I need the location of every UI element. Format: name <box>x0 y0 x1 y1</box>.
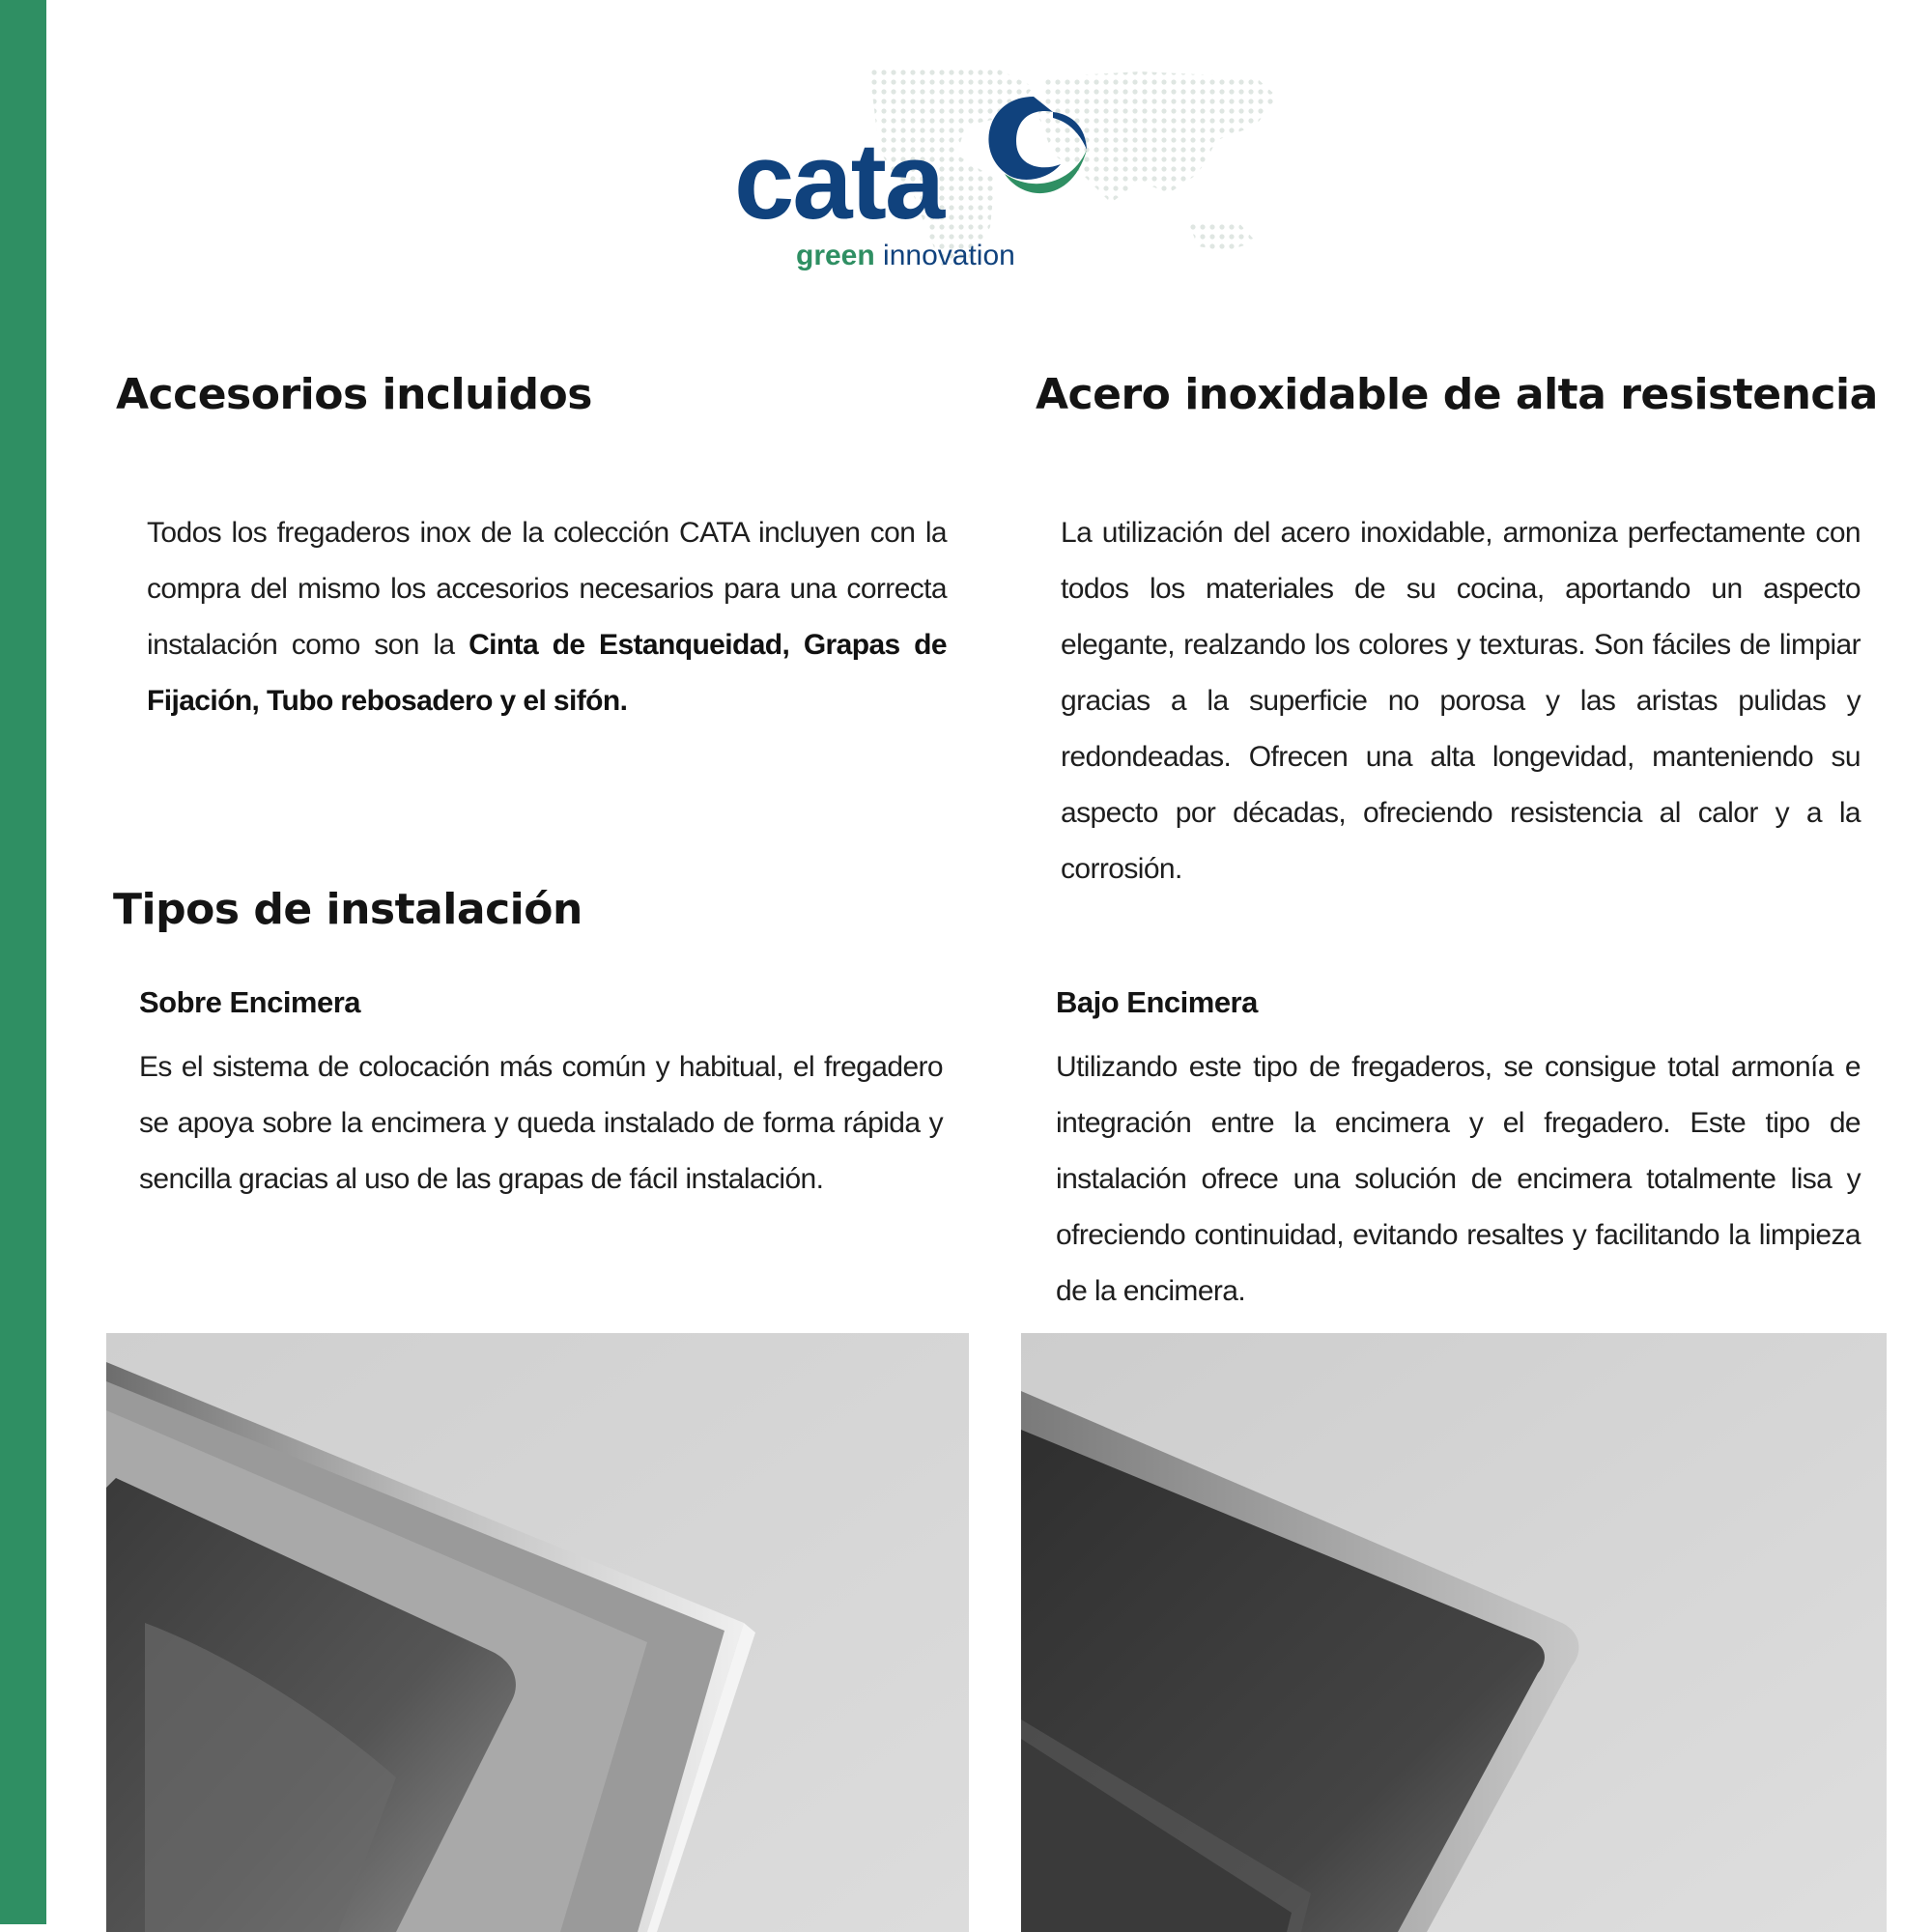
sink-under-counter-photo <box>1021 1333 1887 1932</box>
sink-under-counter-icon <box>1021 1333 1887 1932</box>
acero-heading: Acero inoxidable de alta resistencia <box>1036 370 1878 419</box>
accesorios-heading: Accesorios incluidos <box>116 370 592 419</box>
logo-tagline-bold: green <box>796 240 875 271</box>
green-side-bar <box>0 0 46 1924</box>
bajo-encimera-title: Bajo Encimera <box>1056 985 1258 1019</box>
cata-logo <box>715 58 1294 280</box>
accesorios-text-bold: Cinta de Estanqueidad, Grapas de Fijación, Tubo rebosadero y el sifón. <box>147 629 947 717</box>
accesorios-text-main: Todos los fregaderos inox de la colección CATA incluyen con la compra del mismo los accesorios necesarios para una correcta instalación como son la <box>147 517 947 661</box>
logo-wordmark: cata <box>734 121 944 242</box>
sink-over-counter-photo <box>106 1333 969 1932</box>
instalacion-heading: Tipos de instalación <box>113 885 582 934</box>
sink-over-counter-icon <box>106 1333 969 1932</box>
sobre-encimera-title: Sobre Encimera <box>139 985 361 1019</box>
accesorios-text <box>147 505 947 729</box>
acero-text: La utilización del acero inoxidable, armoniza perfectamente con todos los materiales de su cocina, aportando un aspecto elegante, realzando los colores y texturas. Son fáciles de limpiar gracias a la superficie no porosa y las aristas pulidas y redondeadas. Ofrecen una alta longevidad, manteniendo su aspecto por décadas, ofreciendo resistencia al calor y a la corrosión. <box>1061 517 1861 885</box>
logo-tagline <box>796 242 1015 270</box>
sobre-encimera-text: Es el sistema de colocación más común y habitual, el fregadero se apoya sobre la encimera y queda instalado de forma rápida y sencilla gracias al uso de las grapas de fácil instalación. <box>139 1051 943 1195</box>
bajo-encimera-text: Utilizando este tipo de fregaderos, se consigue total armonía e integración entre la encimera y el fregadero. Este tipo de instalación ofrece una solución de encimera totalmente lisa y ofreciendo continuidad, evitando resaltes y facilitando la limpieza de la encimera. <box>1056 1051 1861 1307</box>
logo-tagline-rest: innovation <box>883 240 1015 271</box>
